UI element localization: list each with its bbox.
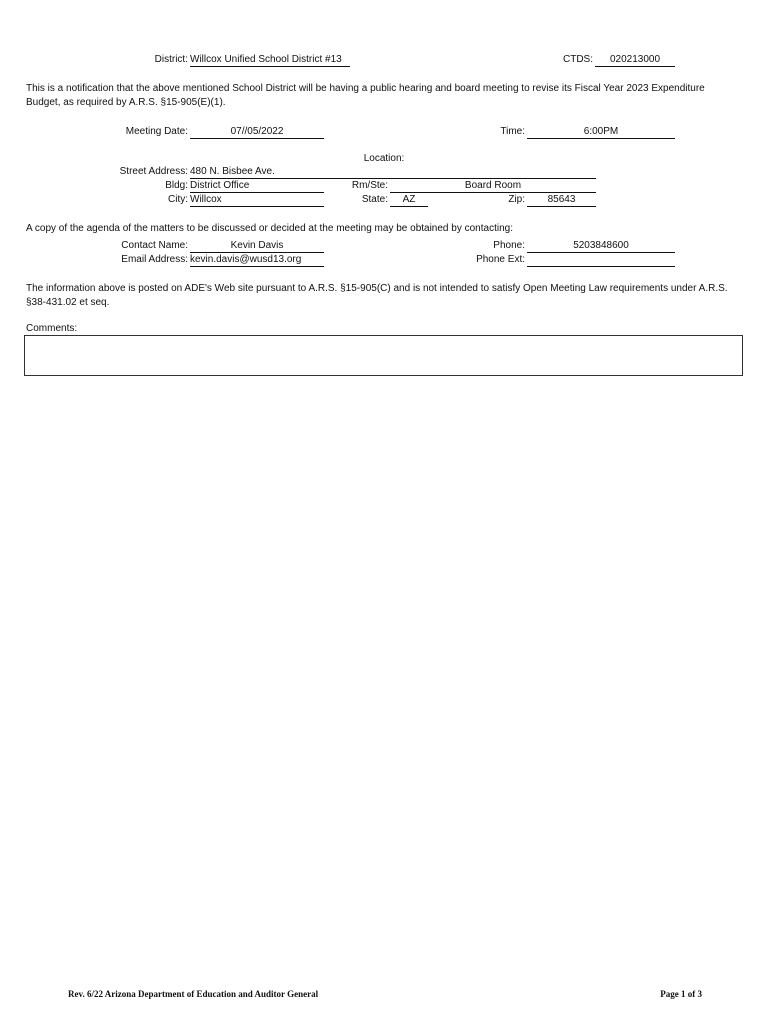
footer-page-number: Page 1 of 3 <box>660 989 702 999</box>
comments-box[interactable] <box>24 335 743 376</box>
contact-name-field[interactable]: Kevin Davis <box>190 240 324 253</box>
zip-field[interactable]: 85643 <box>527 194 596 207</box>
street-address-label: Street Address: <box>119 166 188 177</box>
phone-label: Phone: <box>493 240 525 251</box>
city-label: City: <box>168 194 188 205</box>
district-field[interactable]: Willcox Unified School District #13 <box>190 54 350 67</box>
agenda-text: A copy of the agenda of the matters to be discussed or decided at the meeting may be obtained by contacting: <box>26 223 513 234</box>
comments-label: Comments: <box>26 323 78 334</box>
street-address-field[interactable]: 480 N. Bisbee Ave. <box>190 166 596 179</box>
district-label: District: <box>154 54 188 65</box>
phone-ext-label: Phone Ext: <box>476 254 525 265</box>
state-label: State: <box>361 194 388 205</box>
posting-paragraph: The information above is posted on ADE's Web site pursuant to A.R.S. §15-905(C) and is not intended to satisfy Open Meeting Law requirements under A.R.S. §38-431.02 et seq. <box>26 283 728 308</box>
contact-name-label: Contact Name: <box>121 240 188 251</box>
ctds-field[interactable]: 020213000 <box>595 54 675 67</box>
phone-ext-field[interactable] <box>527 254 675 267</box>
meeting-time-label: Time: <box>500 126 525 137</box>
meeting-time-field[interactable]: 6:00PM <box>527 126 675 139</box>
comments-text <box>25 336 742 344</box>
meeting-date-field[interactable]: 07//05/2022 <box>190 126 324 139</box>
email-label: Email Address: <box>121 254 188 265</box>
meeting-date-label: Meeting Date: <box>125 126 188 137</box>
bldg-label: Bldg: <box>165 180 188 191</box>
bldg-field[interactable]: District Office <box>190 180 324 193</box>
rmste-field[interactable]: Board Room <box>390 180 596 193</box>
zip-label: Zip: <box>508 194 525 205</box>
city-field[interactable]: Willcox <box>190 194 324 207</box>
ctds-label: CTDS: <box>563 54 593 65</box>
location-heading: Location: <box>363 153 405 164</box>
footer-revision: Rev. 6/22 Arizona Department of Education and Auditor General <box>68 989 319 999</box>
notice-paragraph: This is a notification that the above mentioned School District will be having a public hearing and board meeting to revise its Fiscal Year 2023 Expenditure Budget, as required by A.R.S. §15-905(E)(1). <box>26 83 705 108</box>
state-field[interactable]: AZ <box>390 194 428 207</box>
rmste-label: Rm/Ste: <box>351 180 388 191</box>
email-field[interactable]: kevin.davis@wusd13.org <box>190 254 324 267</box>
phone-field[interactable]: 5203848600 <box>527 240 675 253</box>
